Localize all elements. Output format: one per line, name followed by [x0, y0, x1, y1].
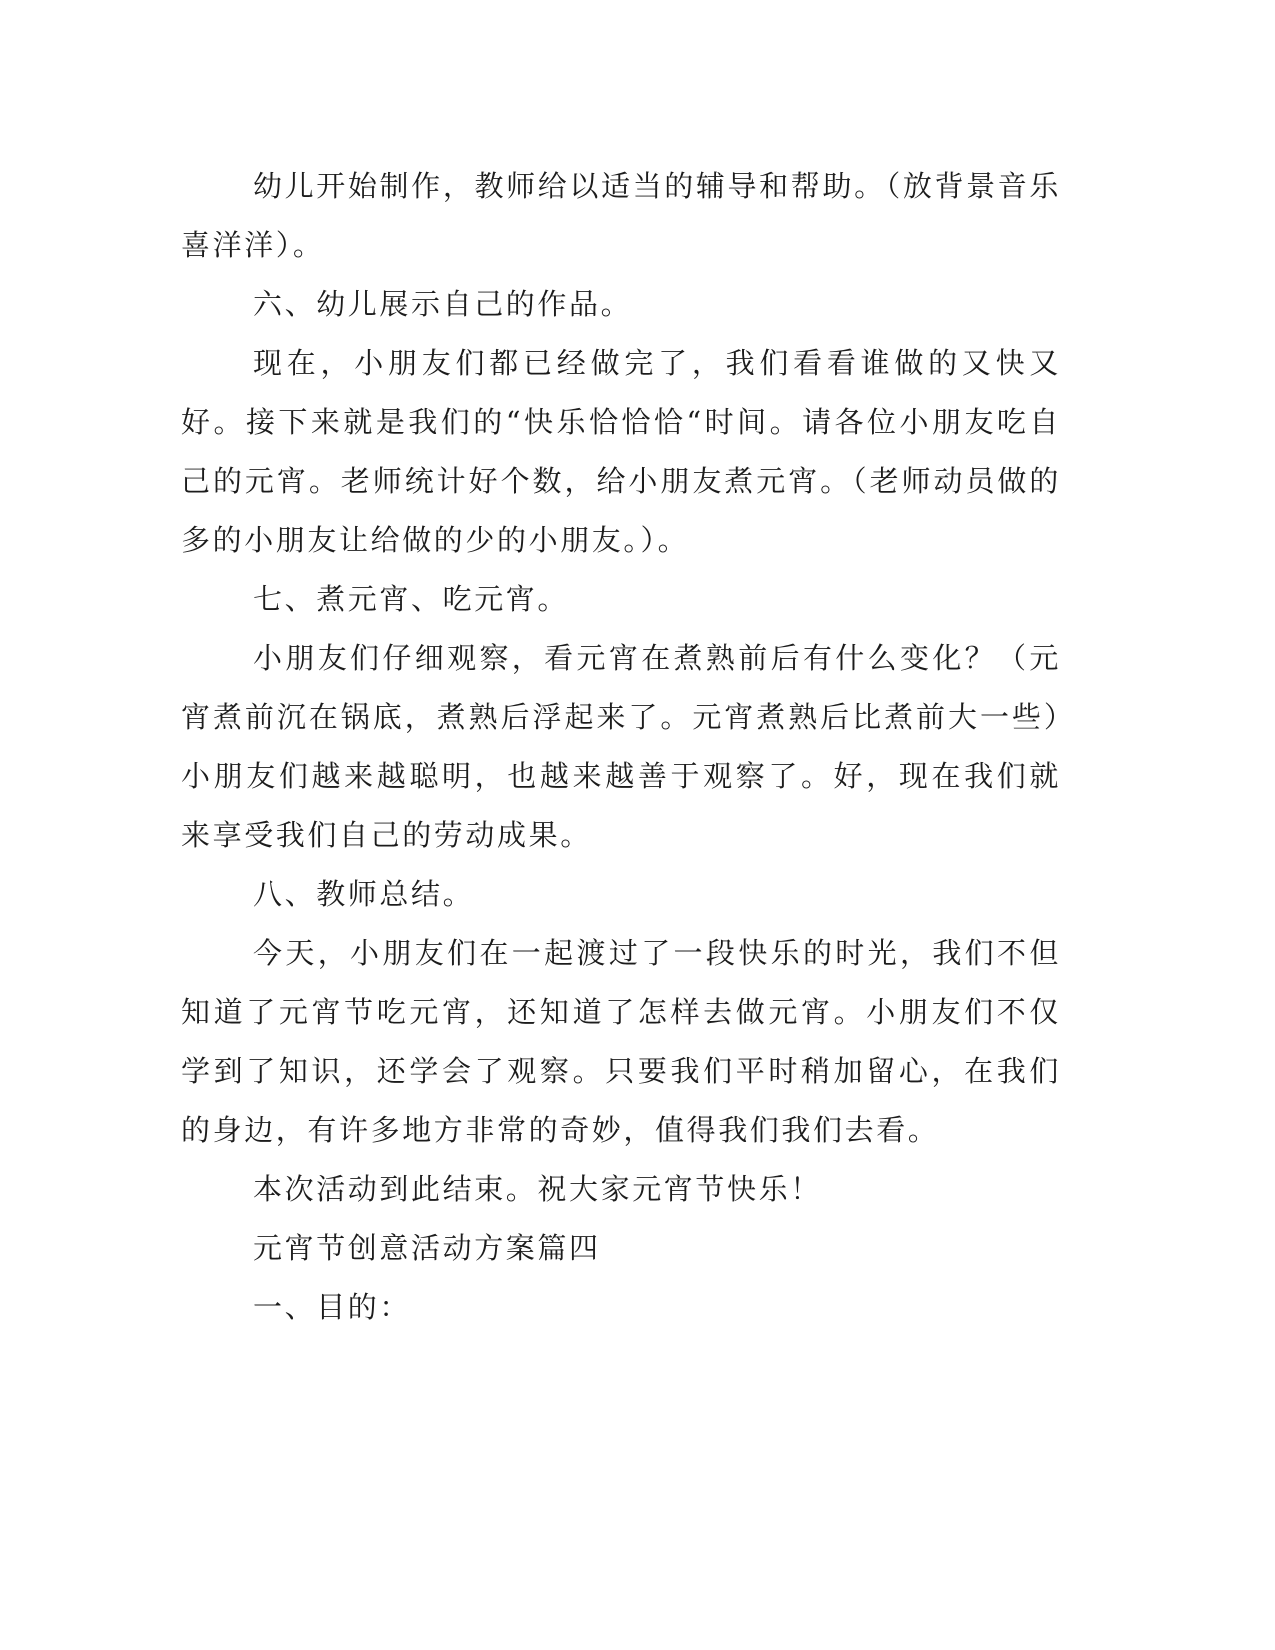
- document-body: [181, 157, 1061, 1337]
- section-heading-seven: 七、煮元宵、吃元宵。: [253, 582, 570, 616]
- article-title: 元宵节创意活动方案篇四: [253, 1231, 601, 1265]
- section-heading-purpose: 一、目的：: [253, 1290, 412, 1324]
- paragraph-observation: 小朋友们仔细观察，看元宵在煮熟前后有什么变化？（元宵煮前沉在锅底，煮熟后浮起来了。元宵煮熟后比煮前大一些）小朋友们越来越聪明，也越来越善于观察了。好，现在我们就来享受我们自己的劳动成果。: [181, 641, 1061, 852]
- paragraph-closing: 本次活动到此结束。祝大家元宵节快乐！: [253, 1172, 822, 1206]
- section-heading-eight: 八、教师总结。: [253, 877, 475, 911]
- paragraph-production: 幼儿开始制作，教师给以适当的辅导和帮助。（放背景音乐喜洋洋）。: [181, 169, 1061, 262]
- paragraph-summary: 今天，小朋友们在一起渡过了一段快乐的时光，我们不但知道了元宵节吃元宵，还知道了怎样去做元宵。小朋友们不仅学到了知识，还学会了观察。只要我们平时稍加留心，在我们的身边，有许多地方非常的奇妙，值得我们我们去看。: [181, 936, 1061, 1147]
- paragraph-showcase: 现在，小朋友们都已经做完了，我们看看谁做的又快又好。接下来就是我们的“快乐恰恰恰“时间。请各位小朋友吃自己的元宵。老师统计好个数，给小朋友煮元宵。（老师动员做的多的小朋友让给做的少的小朋友。）。: [181, 346, 1061, 557]
- section-heading-six: 六、幼儿展示自己的作品。: [253, 287, 633, 321]
